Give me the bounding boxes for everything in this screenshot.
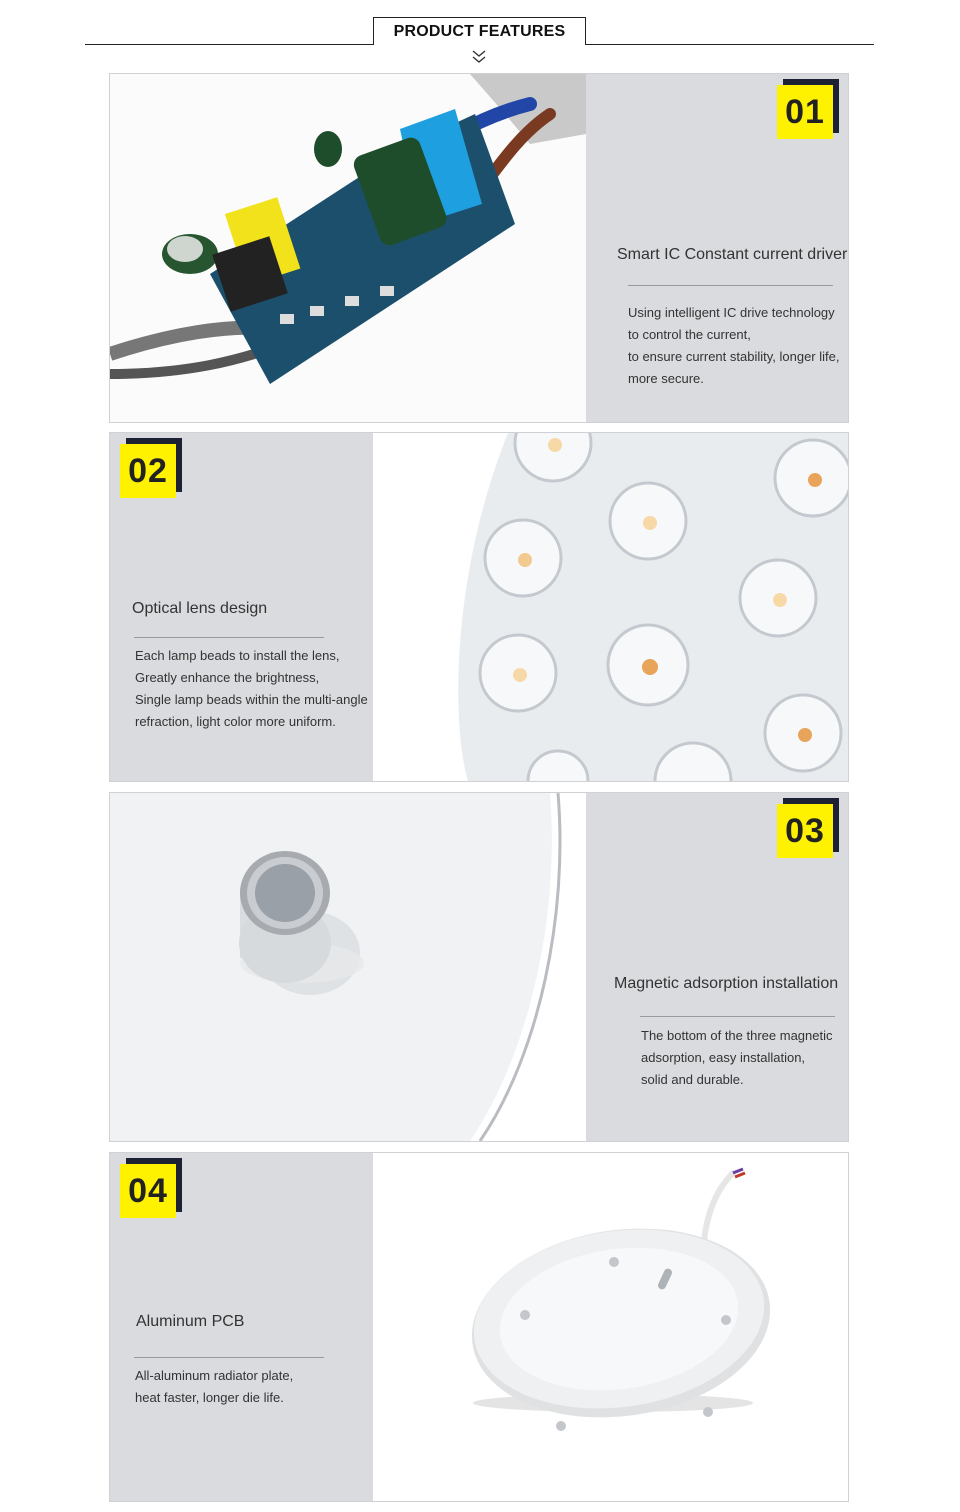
driver-board-image — [110, 74, 586, 422]
feature-number-badge — [777, 85, 839, 139]
feature-number-badge — [120, 444, 182, 498]
header-box — [373, 17, 586, 45]
description-line: refraction, light color more uniform. — [135, 714, 336, 729]
feature-section-1 — [109, 73, 849, 423]
feature-divider — [134, 1357, 324, 1358]
description-line: to control the current, — [628, 327, 751, 342]
description-line: Each lamp beads to install the lens, — [135, 648, 340, 663]
description-line: adsorption, easy installation, — [641, 1050, 806, 1065]
description-line: more secure. — [628, 371, 704, 386]
aluminum-pcb-image — [373, 1153, 848, 1501]
description-line: Single lamp beads within the multi-angle — [135, 692, 368, 707]
feature-number: 01 — [777, 85, 833, 139]
description-line: Greatly enhance the brightness, — [135, 670, 320, 685]
magnet-image — [110, 793, 586, 1141]
feature-section-3 — [109, 792, 849, 1142]
feature-number: 02 — [120, 444, 176, 498]
feature-divider — [640, 1016, 835, 1017]
description-line: All-aluminum radiator plate, — [135, 1368, 294, 1383]
double-chevron-down-icon — [470, 48, 488, 66]
feature-number-badge — [777, 804, 839, 858]
feature-number: 04 — [120, 1164, 176, 1218]
feature-description — [135, 645, 368, 733]
description-line: heat faster, longer die life. — [135, 1390, 284, 1405]
feature-number: 03 — [777, 804, 833, 858]
feature-title: Smart IC Constant current driver — [617, 246, 848, 263]
feature-divider — [628, 285, 833, 286]
description-line: to ensure current stability, longer life, — [628, 349, 840, 364]
feature-number-badge — [120, 1164, 182, 1218]
feature-divider — [134, 637, 324, 638]
feature-title: Magnetic adsorption installation — [614, 975, 839, 992]
feature-section-2 — [109, 432, 849, 782]
optical-lens-image — [373, 433, 848, 781]
feature-title: Optical lens design — [132, 600, 268, 617]
description-line: Using intelligent IC drive technology — [628, 305, 835, 320]
feature-description — [641, 1025, 833, 1091]
feature-description — [135, 1365, 293, 1409]
description-line: The bottom of the three magnetic — [641, 1028, 833, 1043]
description-line: solid and durable. — [641, 1072, 744, 1087]
feature-description — [628, 302, 839, 390]
feature-title: Aluminum PCB — [136, 1313, 245, 1330]
page-title: PRODUCT FEATURES — [393, 22, 566, 40]
feature-section-4 — [109, 1152, 849, 1502]
